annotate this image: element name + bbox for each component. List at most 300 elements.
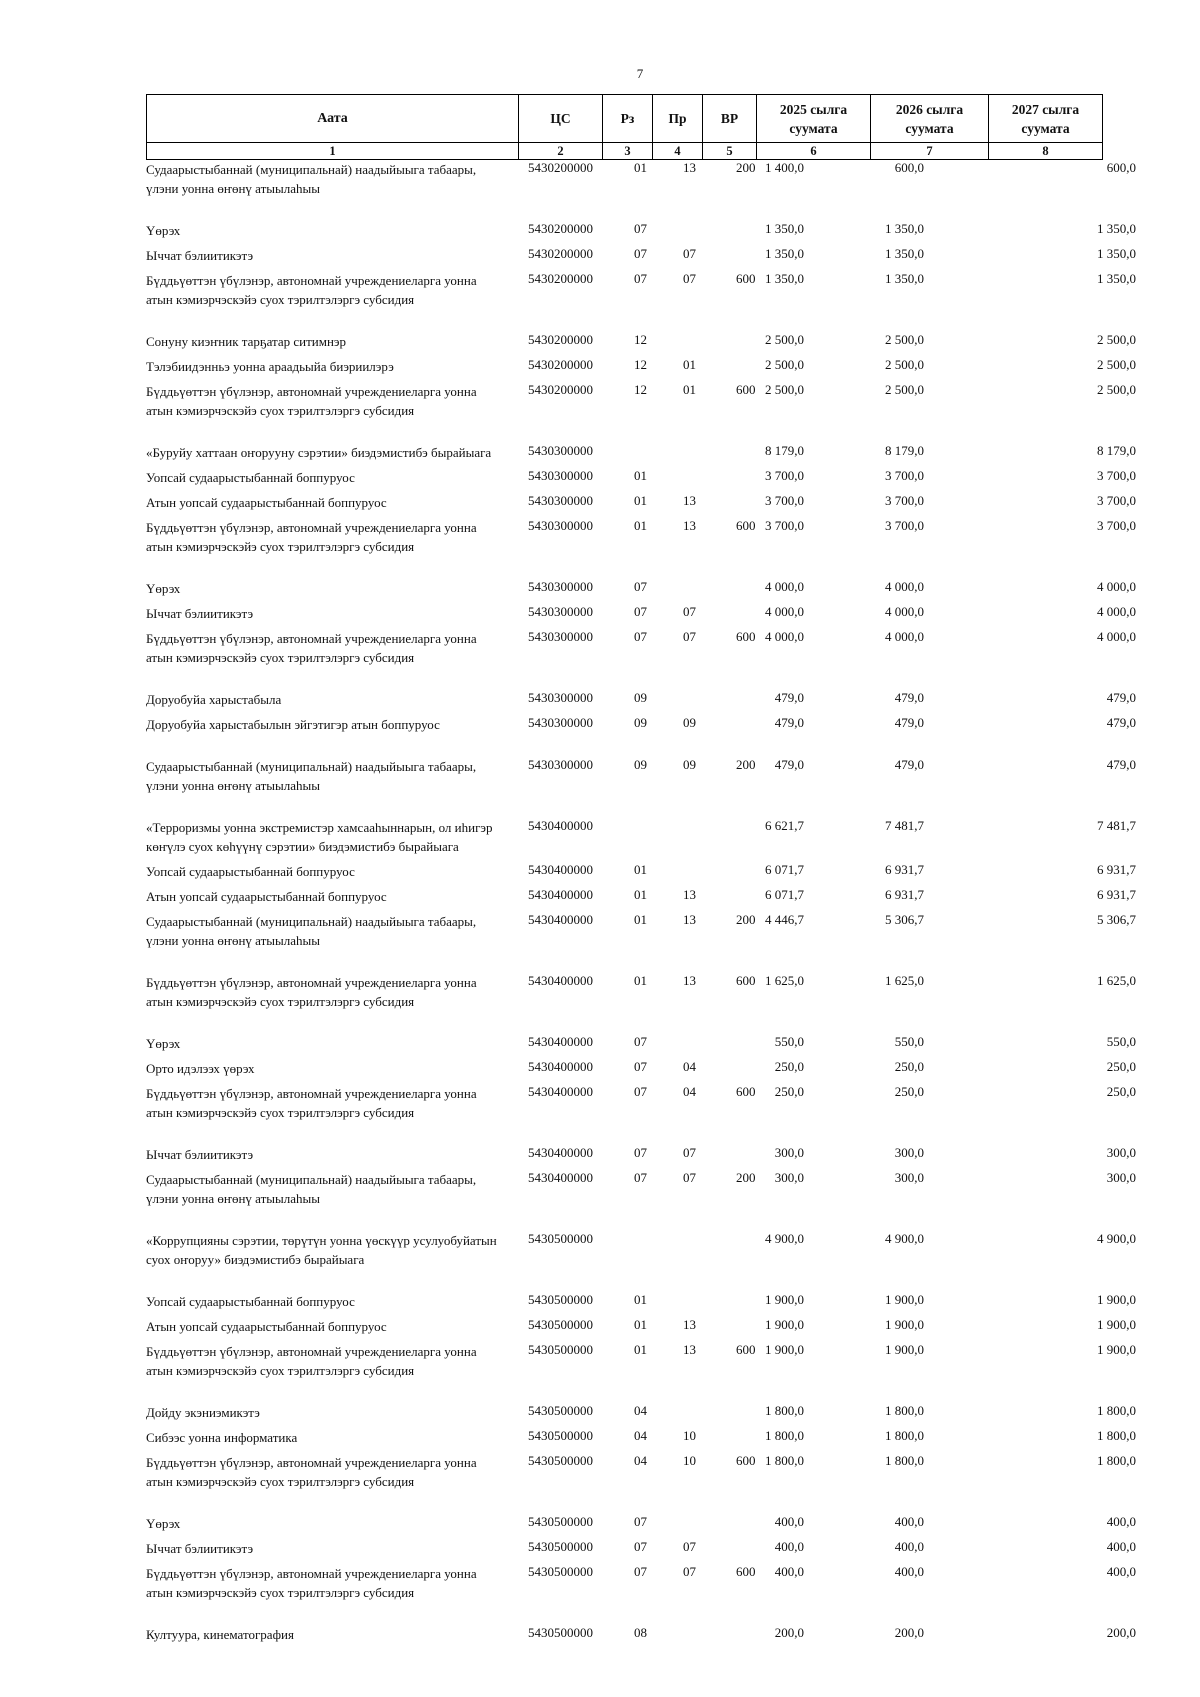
row-vr-code: 200 bbox=[736, 912, 756, 927]
row-value-2026: 3 700,0 bbox=[885, 518, 924, 533]
row-rz-code: 12 bbox=[634, 382, 647, 397]
row-rz-code: 07 bbox=[634, 1084, 647, 1099]
row-name: Бүддьүөттэн үбүлэнэр, автономнай учреждениеларга уонна атын кэмиэрчэскэйэ суох тэрилтэлэргэ субсидия bbox=[146, 1566, 477, 1600]
row-rz-code: 07 bbox=[634, 1564, 647, 1579]
row-pr-code: 07 bbox=[683, 1539, 696, 1554]
row-name: Үөрэх bbox=[146, 581, 181, 596]
row-pr-code: 07 bbox=[683, 271, 696, 286]
row-value-2025: 550,0 bbox=[774, 1034, 804, 1049]
row-name: Тэлэбиидэнньэ уонна араадьыйа биэриилэрэ bbox=[146, 359, 394, 374]
table-row bbox=[146, 1292, 1136, 1311]
row-cs-code: 5430200000 bbox=[528, 271, 593, 286]
row-rz-code: 12 bbox=[634, 332, 647, 347]
row-cs-code: 5430300000 bbox=[528, 518, 593, 533]
row-name: Ыччат бэлиитикэтэ bbox=[146, 1541, 254, 1556]
row-spacer bbox=[146, 1275, 1136, 1292]
row-value-2025: 2 500,0 bbox=[765, 382, 804, 397]
row-value-2027: 1 800,0 bbox=[1097, 1428, 1136, 1443]
row-rz-code: 08 bbox=[634, 1625, 647, 1640]
row-value-2027: 550,0 bbox=[1106, 1034, 1136, 1049]
row-value-2026: 7 481,7 bbox=[885, 818, 924, 833]
row-value-2026: 300,0 bbox=[894, 1170, 924, 1185]
row-name: Бүддьүөттэн үбүлэнэр, автономнай учреждениеларга уонна атын кэмиэрчэскэйэ суох тэрилтэлэргэ субсидия bbox=[146, 1455, 477, 1489]
row-cs-code: 5430400000 bbox=[528, 1170, 593, 1185]
row-value-2027: 1 900,0 bbox=[1097, 1317, 1136, 1332]
table-row bbox=[146, 973, 1136, 1011]
row-value-2026: 1 900,0 bbox=[885, 1292, 924, 1307]
col-header-2026: 2026 сылга суумата bbox=[871, 95, 989, 143]
row-value-2027: 7 481,7 bbox=[1097, 818, 1136, 833]
row-value-2027: 1 900,0 bbox=[1097, 1342, 1136, 1357]
row-pr-code: 04 bbox=[683, 1084, 696, 1099]
row-name: Үөрэх bbox=[146, 1036, 181, 1051]
row-rz-code: 07 bbox=[634, 604, 647, 619]
row-pr-code: 13 bbox=[683, 518, 696, 533]
table-row bbox=[146, 1342, 1136, 1380]
row-value-2025: 2 500,0 bbox=[765, 332, 804, 347]
row-cs-code: 5430500000 bbox=[528, 1564, 593, 1579]
row-pr-code: 07 bbox=[683, 1145, 696, 1160]
row-value-2026: 1 350,0 bbox=[885, 221, 924, 236]
row-rz-code: 01 bbox=[634, 973, 647, 988]
row-value-2027: 1 350,0 bbox=[1097, 271, 1136, 286]
row-pr-code: 04 bbox=[683, 1059, 696, 1074]
row-value-2026: 4 900,0 bbox=[885, 1231, 924, 1246]
row-pr-code: 01 bbox=[683, 357, 696, 372]
row-cs-code: 5430300000 bbox=[528, 629, 593, 644]
col-header-2027: 2027 сылга суумата bbox=[989, 95, 1103, 143]
row-pr-code: 09 bbox=[683, 757, 696, 772]
row-value-2025: 1 900,0 bbox=[765, 1292, 804, 1307]
row-value-2026: 3 700,0 bbox=[885, 493, 924, 508]
row-name: Атын уопсай судаарыстыбаннай боппуруос bbox=[146, 889, 387, 904]
table-body bbox=[146, 160, 1136, 1650]
row-value-2025: 1 900,0 bbox=[765, 1317, 804, 1332]
row-cs-code: 5430500000 bbox=[528, 1514, 593, 1529]
row-rz-code: 07 bbox=[634, 1170, 647, 1185]
row-value-2027: 6 931,7 bbox=[1097, 887, 1136, 902]
row-value-2027: 5 306,7 bbox=[1097, 912, 1136, 927]
row-cs-code: 5430500000 bbox=[528, 1428, 593, 1443]
row-value-2027: 400,0 bbox=[1106, 1564, 1136, 1579]
row-name: Бүддьүөттэн үбүлэнэр, автономнай учреждениеларга уонна атын кэмиэрчэскэйэ суох тэрилтэлэргэ субсидия bbox=[146, 384, 477, 418]
row-value-2025: 479,0 bbox=[774, 690, 804, 705]
row-pr-code: 13 bbox=[683, 887, 696, 902]
row-spacer bbox=[146, 1128, 1136, 1145]
row-name: Бүддьүөттэн үбүлэнэр, автономнай учреждениеларга уонна атын кэмиэрчэскэйэ суох тэрилтэлэргэ субсидия bbox=[146, 273, 477, 307]
row-pr-code: 07 bbox=[683, 1170, 696, 1185]
table-row bbox=[146, 690, 1136, 709]
row-spacer bbox=[146, 315, 1136, 332]
row-rz-code: 01 bbox=[634, 887, 647, 902]
row-value-2026: 479,0 bbox=[894, 757, 924, 772]
row-rz-code: 04 bbox=[634, 1428, 647, 1443]
row-vr-code: 600 bbox=[736, 1564, 756, 1579]
row-rz-code: 01 bbox=[634, 518, 647, 533]
row-name: Сибээс уонна информатика bbox=[146, 1430, 298, 1445]
row-vr-code: 600 bbox=[736, 973, 756, 988]
row-value-2025: 1 350,0 bbox=[765, 271, 804, 286]
table-row bbox=[146, 818, 1136, 856]
row-value-2026: 6 931,7 bbox=[885, 887, 924, 902]
table-row bbox=[146, 160, 1136, 198]
row-value-2026: 4 000,0 bbox=[885, 629, 924, 644]
row-vr-code: 200 bbox=[736, 1170, 756, 1185]
row-value-2027: 400,0 bbox=[1106, 1514, 1136, 1529]
row-value-2025: 3 700,0 bbox=[765, 468, 804, 483]
row-spacer bbox=[146, 562, 1136, 579]
table-row bbox=[146, 579, 1136, 598]
col-number: 5 bbox=[703, 143, 757, 160]
row-cs-code: 5430300000 bbox=[528, 690, 593, 705]
row-vr-code: 600 bbox=[736, 1342, 756, 1357]
table-row bbox=[146, 246, 1136, 265]
table-row bbox=[146, 1514, 1136, 1533]
row-rz-code: 01 bbox=[634, 912, 647, 927]
row-value-2026: 5 306,7 bbox=[885, 912, 924, 927]
table-header bbox=[146, 94, 1103, 160]
col-number: 6 bbox=[757, 143, 871, 160]
table-row bbox=[146, 604, 1136, 623]
row-rz-code: 01 bbox=[634, 493, 647, 508]
table-row bbox=[146, 1564, 1136, 1602]
row-value-2025: 6 071,7 bbox=[765, 862, 804, 877]
row-value-2025: 1 400,0 bbox=[765, 160, 804, 175]
row-value-2027: 479,0 bbox=[1106, 690, 1136, 705]
row-cs-code: 5430400000 bbox=[528, 862, 593, 877]
row-name: Атын уопсай судаарыстыбаннай боппуруос bbox=[146, 1319, 387, 1334]
row-cs-code: 5430300000 bbox=[528, 443, 593, 458]
row-name: Дойду экэниэмикэтэ bbox=[146, 1405, 260, 1420]
row-cs-code: 5430500000 bbox=[528, 1453, 593, 1468]
row-pr-code: 13 bbox=[683, 1317, 696, 1332]
row-value-2026: 1 350,0 bbox=[885, 246, 924, 261]
row-pr-code: 09 bbox=[683, 715, 696, 730]
row-spacer bbox=[146, 1608, 1136, 1625]
row-name: Уопсай судаарыстыбаннай боппуруос bbox=[146, 1294, 355, 1309]
row-cs-code: 5430500000 bbox=[528, 1292, 593, 1307]
row-value-2026: 550,0 bbox=[894, 1034, 924, 1049]
row-vr-code: 200 bbox=[736, 160, 756, 175]
row-name: «Коррупцияны сэрэтии, төрүтүн уонна үөскүүр усулуобуйатын суох оҥоруу» биэдэмистибэ бырайыага bbox=[146, 1233, 497, 1267]
row-cs-code: 5430200000 bbox=[528, 221, 593, 236]
row-value-2025: 1 350,0 bbox=[765, 221, 804, 236]
table-row bbox=[146, 468, 1136, 487]
table-row bbox=[146, 357, 1136, 376]
row-cs-code: 5430400000 bbox=[528, 818, 593, 833]
col-header-2025: 2025 сылга суумата bbox=[757, 95, 871, 143]
row-cs-code: 5430300000 bbox=[528, 468, 593, 483]
row-cs-code: 5430500000 bbox=[528, 1403, 593, 1418]
row-rz-code: 01 bbox=[634, 1292, 647, 1307]
row-pr-code: 07 bbox=[683, 629, 696, 644]
row-value-2026: 479,0 bbox=[894, 690, 924, 705]
table-row bbox=[146, 887, 1136, 906]
row-value-2026: 250,0 bbox=[894, 1084, 924, 1099]
row-value-2026: 6 931,7 bbox=[885, 862, 924, 877]
row-value-2025: 4 000,0 bbox=[765, 579, 804, 594]
row-value-2025: 3 700,0 bbox=[765, 493, 804, 508]
row-value-2025: 4 900,0 bbox=[765, 1231, 804, 1246]
table-row bbox=[146, 1403, 1136, 1422]
row-vr-code: 600 bbox=[736, 382, 756, 397]
row-name: Доруобуйа харыстабылын эйгэтигэр атын боппуруос bbox=[146, 717, 440, 732]
row-vr-code: 600 bbox=[736, 1453, 756, 1468]
row-name: Судаарыстыбаннай (муниципальнай) наадыйыыга табаары, үлэни уонна өҥөнү атыылаһыы bbox=[146, 914, 477, 948]
table-row bbox=[146, 1625, 1136, 1644]
row-value-2027: 200,0 bbox=[1106, 1625, 1136, 1640]
row-cs-code: 5430200000 bbox=[528, 160, 593, 175]
row-cs-code: 5430400000 bbox=[528, 1034, 593, 1049]
row-value-2025: 6 621,7 bbox=[765, 818, 804, 833]
row-cs-code: 5430500000 bbox=[528, 1317, 593, 1332]
row-rz-code: 07 bbox=[634, 1034, 647, 1049]
row-value-2025: 1 800,0 bbox=[765, 1453, 804, 1468]
row-value-2026: 600,0 bbox=[894, 160, 924, 175]
row-name: Судаарыстыбаннай (муниципальнай) наадыйыыга табаары, үлэни уонна өҥөнү атыылаһыы bbox=[146, 759, 477, 793]
row-vr-code: 600 bbox=[736, 271, 756, 286]
row-value-2026: 400,0 bbox=[894, 1514, 924, 1529]
row-value-2026: 2 500,0 bbox=[885, 332, 924, 347]
table-row bbox=[146, 912, 1136, 950]
row-value-2027: 1 350,0 bbox=[1097, 246, 1136, 261]
row-pr-code: 10 bbox=[683, 1453, 696, 1468]
row-pr-code: 07 bbox=[683, 1564, 696, 1579]
row-vr-code: 600 bbox=[736, 629, 756, 644]
table-row bbox=[146, 1428, 1136, 1447]
row-value-2025: 250,0 bbox=[774, 1059, 804, 1074]
row-pr-code: 07 bbox=[683, 604, 696, 619]
row-rz-code: 07 bbox=[634, 221, 647, 236]
row-value-2027: 250,0 bbox=[1106, 1084, 1136, 1099]
col-header-pr: Пр bbox=[653, 95, 703, 143]
row-vr-code: 600 bbox=[736, 1084, 756, 1099]
row-value-2026: 400,0 bbox=[894, 1539, 924, 1554]
row-value-2026: 200,0 bbox=[894, 1625, 924, 1640]
row-value-2027: 3 700,0 bbox=[1097, 493, 1136, 508]
col-number: 3 bbox=[603, 143, 653, 160]
table-row bbox=[146, 382, 1136, 420]
row-name: Бүддьүөттэн үбүлэнэр, автономнай учреждениеларга уонна атын кэмиэрчэскэйэ суох тэрилтэлэргэ субсидия bbox=[146, 1344, 477, 1378]
row-name: Орто идэлээх үөрэх bbox=[146, 1061, 255, 1076]
row-value-2027: 250,0 bbox=[1106, 1059, 1136, 1074]
row-value-2025: 300,0 bbox=[774, 1145, 804, 1160]
row-name: Доруобуйа харыстабыла bbox=[146, 692, 282, 707]
row-value-2025: 1 800,0 bbox=[765, 1403, 804, 1418]
row-value-2027: 1 350,0 bbox=[1097, 221, 1136, 236]
row-rz-code: 07 bbox=[634, 1059, 647, 1074]
table-row bbox=[146, 518, 1136, 556]
row-rz-code: 12 bbox=[634, 357, 647, 372]
row-name: Судаарыстыбаннай (муниципальнай) наадыйыыга табаары, үлэни уонна өҥөнү атыылаһыы bbox=[146, 1172, 477, 1206]
table-row bbox=[146, 1539, 1136, 1558]
row-name: Ыччат бэлиитикэтэ bbox=[146, 1147, 254, 1162]
row-spacer bbox=[146, 1017, 1136, 1034]
row-pr-code: 01 bbox=[683, 382, 696, 397]
row-value-2025: 200,0 bbox=[774, 1625, 804, 1640]
row-value-2027: 400,0 bbox=[1106, 1539, 1136, 1554]
row-name: Бүддьүөттэн үбүлэнэр, автономнай учреждениеларга уонна атын кэмиэрчэскэйэ суох тэрилтэлэргэ субсидия bbox=[146, 520, 477, 554]
row-cs-code: 5430400000 bbox=[528, 1084, 593, 1099]
row-name: Уопсай судаарыстыбаннай боппуруос bbox=[146, 470, 355, 485]
col-number: 8 bbox=[989, 143, 1103, 160]
row-value-2025: 4 446,7 bbox=[765, 912, 804, 927]
row-name: «Терроризмы уонна экстремистэр хамсааһыннарын, ол иһигэр көҥүлэ суох көһүүнү сэрэтии» биэдэмистибэ бырайыага bbox=[146, 820, 493, 854]
row-value-2025: 8 179,0 bbox=[765, 443, 804, 458]
row-value-2025: 6 071,7 bbox=[765, 887, 804, 902]
table-row bbox=[146, 443, 1136, 462]
row-spacer bbox=[146, 956, 1136, 973]
col-number: 2 bbox=[519, 143, 603, 160]
row-value-2027: 8 179,0 bbox=[1097, 443, 1136, 458]
row-value-2025: 479,0 bbox=[774, 715, 804, 730]
row-name: Сонуну киэҥник тарҕатар ситимнэр bbox=[146, 334, 346, 349]
row-value-2026: 2 500,0 bbox=[885, 357, 924, 372]
row-value-2026: 8 179,0 bbox=[885, 443, 924, 458]
table-row bbox=[146, 757, 1136, 795]
row-value-2027: 3 700,0 bbox=[1097, 468, 1136, 483]
row-value-2026: 300,0 bbox=[894, 1145, 924, 1160]
row-rz-code: 07 bbox=[634, 271, 647, 286]
col-header-cs: ЦС bbox=[519, 95, 603, 143]
table-row bbox=[146, 271, 1136, 309]
row-spacer bbox=[146, 673, 1136, 690]
row-value-2025: 2 500,0 bbox=[765, 357, 804, 372]
row-vr-code: 200 bbox=[736, 757, 756, 772]
table-row bbox=[146, 221, 1136, 240]
row-value-2027: 4 900,0 bbox=[1097, 1231, 1136, 1246]
row-value-2027: 6 931,7 bbox=[1097, 862, 1136, 877]
row-pr-code: 13 bbox=[683, 1342, 696, 1357]
row-value-2027: 1 800,0 bbox=[1097, 1453, 1136, 1468]
row-name: Атын уопсай судаарыстыбаннай боппуруос bbox=[146, 495, 387, 510]
row-value-2027: 479,0 bbox=[1106, 715, 1136, 730]
row-cs-code: 5430200000 bbox=[528, 382, 593, 397]
row-rz-code: 07 bbox=[634, 246, 647, 261]
col-number: 7 bbox=[871, 143, 989, 160]
row-value-2026: 4 000,0 bbox=[885, 604, 924, 619]
row-value-2025: 1 900,0 bbox=[765, 1342, 804, 1357]
row-name: Култуура, кинематография bbox=[146, 1627, 294, 1642]
row-value-2026: 3 700,0 bbox=[885, 468, 924, 483]
row-value-2027: 4 000,0 bbox=[1097, 629, 1136, 644]
row-value-2026: 250,0 bbox=[894, 1059, 924, 1074]
row-name: «Буруйу хаттаан оҥорууну сэрэтии» биэдэмистибэ бырайыага bbox=[146, 445, 492, 460]
col-header-vr: ВР bbox=[703, 95, 757, 143]
table-row bbox=[146, 1317, 1136, 1336]
row-pr-code: 13 bbox=[683, 912, 696, 927]
row-cs-code: 5430300000 bbox=[528, 715, 593, 730]
row-rz-code: 09 bbox=[634, 715, 647, 730]
row-pr-code: 13 bbox=[683, 493, 696, 508]
row-cs-code: 5430200000 bbox=[528, 357, 593, 372]
row-value-2026: 1 800,0 bbox=[885, 1403, 924, 1418]
row-cs-code: 5430300000 bbox=[528, 604, 593, 619]
row-value-2025: 300,0 bbox=[774, 1170, 804, 1185]
table-row bbox=[146, 1034, 1136, 1053]
row-cs-code: 5430500000 bbox=[528, 1231, 593, 1246]
row-value-2025: 1 800,0 bbox=[765, 1428, 804, 1443]
row-value-2026: 1 800,0 bbox=[885, 1453, 924, 1468]
row-value-2026: 2 500,0 bbox=[885, 382, 924, 397]
table-row bbox=[146, 493, 1136, 512]
row-cs-code: 5430200000 bbox=[528, 332, 593, 347]
row-rz-code: 04 bbox=[634, 1403, 647, 1418]
row-value-2027: 2 500,0 bbox=[1097, 382, 1136, 397]
row-pr-code: 13 bbox=[683, 160, 696, 175]
row-value-2025: 3 700,0 bbox=[765, 518, 804, 533]
table-row bbox=[146, 629, 1136, 667]
row-value-2025: 479,0 bbox=[774, 757, 804, 772]
col-header-name: Аата bbox=[147, 95, 519, 143]
row-name: Үөрэх bbox=[146, 1516, 181, 1531]
row-cs-code: 5430400000 bbox=[528, 973, 593, 988]
row-rz-code: 07 bbox=[634, 1539, 647, 1554]
row-spacer bbox=[146, 740, 1136, 757]
row-value-2027: 4 000,0 bbox=[1097, 604, 1136, 619]
row-cs-code: 5430200000 bbox=[528, 246, 593, 261]
row-rz-code: 07 bbox=[634, 1514, 647, 1529]
table-row bbox=[146, 332, 1136, 351]
table-row bbox=[146, 862, 1136, 881]
row-value-2027: 3 700,0 bbox=[1097, 518, 1136, 533]
row-value-2027: 300,0 bbox=[1106, 1145, 1136, 1160]
row-value-2025: 1 350,0 bbox=[765, 246, 804, 261]
row-vr-code: 600 bbox=[736, 518, 756, 533]
page-number: 7 bbox=[636, 66, 644, 81]
row-spacer bbox=[146, 1386, 1136, 1403]
row-value-2027: 1 900,0 bbox=[1097, 1292, 1136, 1307]
table-row bbox=[146, 1084, 1136, 1122]
row-cs-code: 5430400000 bbox=[528, 887, 593, 902]
row-value-2025: 400,0 bbox=[774, 1539, 804, 1554]
row-value-2027: 2 500,0 bbox=[1097, 357, 1136, 372]
row-value-2027: 1 625,0 bbox=[1097, 973, 1136, 988]
col-number: 1 bbox=[147, 143, 519, 160]
row-value-2025: 4 000,0 bbox=[765, 629, 804, 644]
row-name: Бүддьүөттэн үбүлэнэр, автономнай учреждениеларга уонна атын кэмиэрчэскэйэ суох тэрилтэлэргэ субсидия bbox=[146, 975, 477, 1009]
row-value-2027: 479,0 bbox=[1106, 757, 1136, 772]
row-value-2026: 4 000,0 bbox=[885, 579, 924, 594]
row-pr-code: 07 bbox=[683, 246, 696, 261]
row-name: Уопсай судаарыстыбаннай боппуруос bbox=[146, 864, 355, 879]
row-name: Бүддьүөттэн үбүлэнэр, автономнай учреждениеларга уонна атын кэмиэрчэскэйэ суох тэрилтэлэргэ субсидия bbox=[146, 631, 477, 665]
table-row bbox=[146, 1231, 1136, 1269]
row-value-2026: 1 800,0 bbox=[885, 1428, 924, 1443]
row-value-2027: 1 800,0 bbox=[1097, 1403, 1136, 1418]
row-cs-code: 5430400000 bbox=[528, 1059, 593, 1074]
row-rz-code: 01 bbox=[634, 1342, 647, 1357]
table-row bbox=[146, 715, 1136, 734]
row-spacer bbox=[146, 1214, 1136, 1231]
row-rz-code: 07 bbox=[634, 579, 647, 594]
row-rz-code: 07 bbox=[634, 1145, 647, 1160]
row-name: Судаарыстыбаннай (муниципальнай) наадыйыыга табаары, үлэни уонна өҥөнү атыылаһыы bbox=[146, 162, 477, 196]
row-cs-code: 5430500000 bbox=[528, 1539, 593, 1554]
row-cs-code: 5430300000 bbox=[528, 757, 593, 772]
table-row bbox=[146, 1453, 1136, 1491]
row-pr-code: 10 bbox=[683, 1428, 696, 1443]
row-spacer bbox=[146, 1497, 1136, 1514]
row-spacer bbox=[146, 204, 1136, 221]
row-name: Бүддьүөттэн үбүлэнэр, автономнай учреждениеларга уонна атын кэмиэрчэскэйэ суох тэрилтэлэргэ субсидия bbox=[146, 1086, 477, 1120]
row-value-2026: 1 900,0 bbox=[885, 1342, 924, 1357]
row-cs-code: 5430500000 bbox=[528, 1625, 593, 1640]
row-name: Үөрэх bbox=[146, 223, 181, 238]
row-value-2025: 4 000,0 bbox=[765, 604, 804, 619]
row-cs-code: 5430300000 bbox=[528, 579, 593, 594]
row-value-2027: 2 500,0 bbox=[1097, 332, 1136, 347]
